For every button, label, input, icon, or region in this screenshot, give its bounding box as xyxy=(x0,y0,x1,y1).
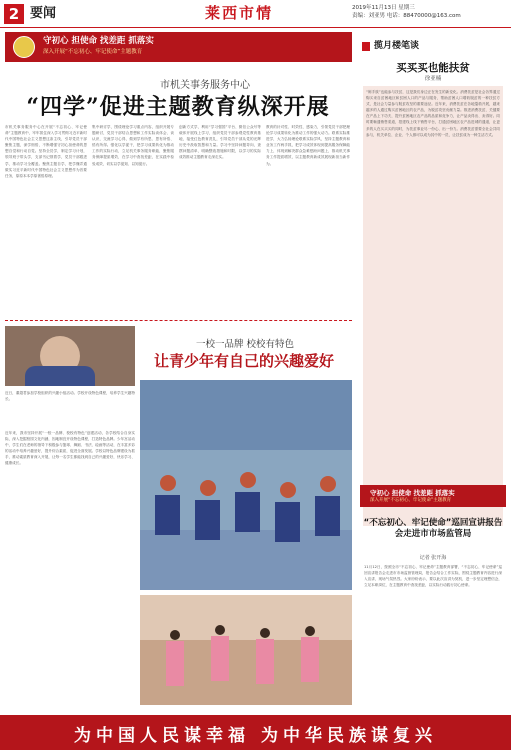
student-portrait-photo xyxy=(5,326,135,386)
footer-slogan: 为中国人民谋幸福 为中华民族谋复兴 xyxy=(74,726,437,746)
dance-class-photo xyxy=(140,595,352,705)
article-column-3: 创新方式学，利用“学习强国”平台、微信公众号等载体开展线上学习，组织党员干部参观党性教育基地，接受红色教育洗礼，引导党员干部从党的光辉历史中汲取智慧和力量。学习中坚持问题导向，查摆问题清单，明确整改措施和时限，以学习的实际成效推动主题教育走深走实。 xyxy=(179,125,261,160)
masthead-logo: 莱西市情 xyxy=(205,4,274,22)
banner-title: 守初心 担使命 找差距 抓落实 xyxy=(43,36,154,46)
editor-line: 责编：刘亚男 电话：88470000@163.com xyxy=(352,13,461,19)
party-emblem-icon xyxy=(13,36,35,58)
sidebar-banner-title: 守初心 担使命 找差距 抓落实 xyxy=(370,489,455,497)
photo-caption: 近日，董超君参加学校组织的兴趣小组活动。学校开设特色课程，培养学生兴趣特长。 xyxy=(5,391,135,402)
article-column-4: 教育的针对性、时效性、感染力，引领党员干部把理论学习成果转化为推动工作的强大动力。联系实际推进学，大力弘扬理论联系实际学风，坚持主题教育和业务工作两手抓，把学习成效体现到提高服务保障能力上，体现到解决群众急难愁盼问题上，推动机关事务工作提质增效，以主题教育新成效展现新担当新作为。 xyxy=(266,125,350,166)
article2-body: 近年来，我市坚持开展“一校一品牌、校校有特色”创建活动，各学校结合自身实际，深入挖掘校园文化内涵，因地制宜开设特色课程，打造特色品牌。少年宫活动中，学生们在老师的指导下积极参与篮球、舞蹈、书法、绘画等活动，在丰富多彩的活动中培养兴趣爱好，提升综合素质，促进全面发展。学校以特色品牌建设为抓手，推动素质教育深入开展，让每一名学生都能找到自己的兴趣爱好，快乐学习、健康成长。 xyxy=(5,431,135,466)
article2-kicker: 一校一品牌 校校有特色 xyxy=(195,339,295,350)
footer-banner xyxy=(0,715,511,750)
article-column-2: 集中研讨学，围绕理论学习重点内容，组织开展专题研讨，党员干部结合思想和工作实际谈体会、谈认识，交流学习心得，做到学有所思、思有所悟、悟有所得。强化以学促干，把学习成果转化为推动工作的实际行动，立足机关事务服务职能，聚焦服务保障提质增效，在学习中查找差距，在实践中检验成效，切实以学促知、以知促行。 xyxy=(92,125,174,166)
date-line: 2019年11月13日 星期三 xyxy=(352,5,415,11)
sidebar-header xyxy=(360,40,506,54)
section-title: 要闻 xyxy=(30,6,57,21)
section-divider xyxy=(5,320,352,321)
sidebar-column xyxy=(360,40,506,700)
page-header xyxy=(0,0,511,28)
sidebar-article-body: 11月12日，按照全市“不忘初心、牢记使命”主题教育部署，“不忘初心、牢记使命”巡回宣讲报告会走进市市场监督管理局，报告会结合工作实际，围绕主题教育内容进行深入宣讲，现场气氛热烈。大家纷纷表示，要以此次宣讲为契机，进一步坚定理想信念，立足本职岗位，在主题教育中查找差距，以实际行动践行初心使命。 xyxy=(364,565,502,588)
sidebar-article-headline: “不忘初心、牢记使命”巡回宣讲报告会走进市市场监管局 xyxy=(363,518,503,539)
article-column-1: 市机关事务服务中心在开展“不忘初心、牢记使命”主题教育中，牢牢抓住深入学习贯彻习近平新时代中国特色社会主义思想这条主线，引导党员干部聚焦主题，深学细悟，不断增强守初心担使命的思想自觉和行动自觉。坚持全员学，制定学习计划，领导班子带头学，支部书记领着学，党员干部跟进学，推动学习全覆盖。聚焦主题自学，把学懂弄通做实习近平新时代中国特色社会主义思想作为首要任务，原原本本学原著悟原理。 xyxy=(5,125,87,178)
article2-headline: 让青少年有自己的兴趣爱好 xyxy=(153,352,334,370)
sidebar-body-box xyxy=(363,86,503,526)
article-kicker: 市机关事务服务中心 xyxy=(160,80,250,91)
theme-banner xyxy=(5,32,352,62)
sidebar-author: 徐亚楠 xyxy=(424,76,442,82)
sidebar-label: 揽月楼笔谈 xyxy=(374,41,420,51)
sidebar-article-author: 记者 张开海 xyxy=(419,555,447,561)
sidebar-banner-subtitle: 深入开展“不忘初心、牢记使命”主题教育 xyxy=(370,498,452,503)
article-headline: “四学”促进主题教育纵深开展 xyxy=(26,94,330,120)
sidebar-title: 买买买也能扶贫 xyxy=(396,62,470,74)
sidebar-theme-banner xyxy=(360,485,506,507)
header-meta xyxy=(352,4,461,20)
page-number: 2 xyxy=(4,4,24,24)
basketball-class-photo xyxy=(140,380,352,590)
square-marker-icon xyxy=(362,42,370,51)
banner-subtitle: 深入开展“不忘初心、牢记使命”主题教育 xyxy=(43,49,143,55)
sidebar-body: “剁手族”也能参与扶贫，这是我们身边正在发生的新变化。消费扶贫是社会各界通过购买来自贫困地区和贫困人口的产品与服务，帮助贫困人口增收脱贫的一种扶贫方式，是社会力量参与脱贫攻坚的重要途径。近年来，消费扶贫在各地蓬勃开展，越来越多的人通过购买贫困地区的农产品，为脱贫攻坚贡献力量。推进消费扶贫，关键要在产品上下功夫，提升贫困地区农产品的品质和竞争力，让产品卖得出、卖得好。同时要畅通销售渠道，搭建线上线下销售平台，打通贫困地区农产品进城的通道，让更多的人在买买买的同时，为扶贫事业尽一份心、出一份力。消费扶贫需要全社会共同参与，机关单位、企业、个人都可以成为其中的一员，让扶贫成为一种生活方式。 xyxy=(366,90,500,137)
